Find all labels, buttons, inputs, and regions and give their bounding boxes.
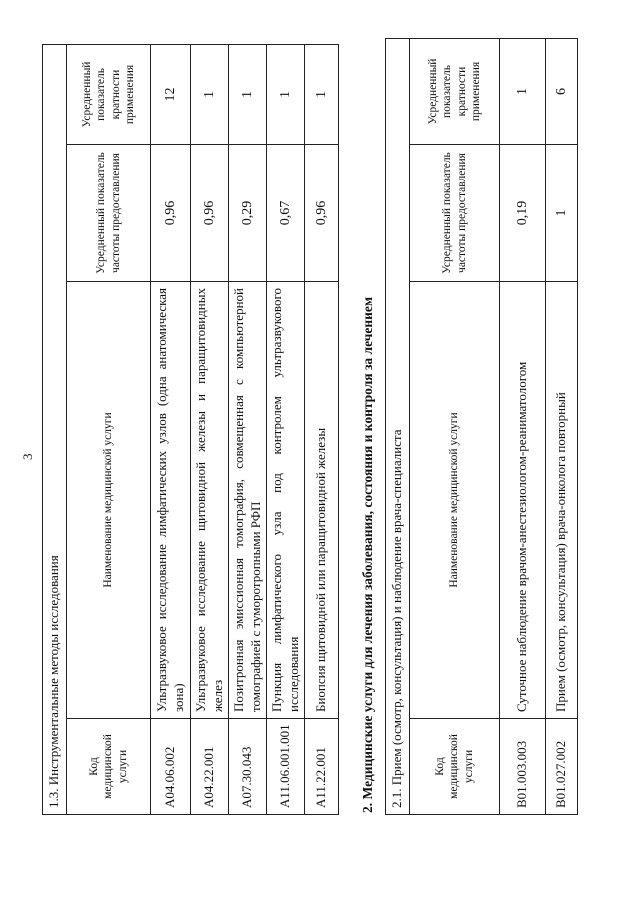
section-2-heading: 2. Медицинские услуги для лечения заболевания, состояния и контроля за лечением [360, 296, 375, 813]
service-name: Позитронная эмиссионная томография, совмещенная с компьютерной томографией с туморотропными РФП [229, 282, 267, 719]
table-row [151, 44, 191, 814]
table-section-title: 2.1. Прием (осмотр, консультация) и наблюдение врача-специалиста [386, 38, 410, 814]
service-name: Ультразвуковое исследование лимфатических узлов (одна анатомическая зона) [151, 282, 191, 719]
multiplicity-value: 6 [546, 38, 578, 144]
service-code: A07.30.043 [229, 719, 267, 815]
frequency-value: 1 [546, 145, 578, 282]
multiplicity-value: 1 [305, 44, 339, 144]
table-row [500, 38, 546, 814]
frequency-value: 0,67 [267, 145, 305, 282]
header-frequency: Усредненный показатель частоты предоставления [67, 145, 151, 282]
service-code: A04.22.001 [191, 719, 229, 815]
multiplicity-value: 1 [191, 44, 229, 144]
header-code: Код медицинской услуги [410, 719, 500, 815]
service-code: A11.22.001 [305, 719, 339, 815]
page-number: 3 [20, 453, 35, 460]
service-code: B01.003.003 [500, 719, 546, 815]
table-row [267, 44, 305, 814]
service-code: A04.06.002 [151, 719, 191, 815]
multiplicity-value: 12 [151, 44, 191, 144]
service-name: Биопсия щитовидной или паращитовидной железы [305, 282, 339, 719]
table-row [229, 44, 267, 814]
specialist-consultation-table [385, 38, 578, 815]
header-multiplicity: Усредненный показатель кратности применения [67, 44, 151, 144]
table-row [305, 44, 339, 814]
service-code: B01.027.002 [546, 719, 578, 815]
header-name: Наименование медицинской услуги [410, 282, 500, 719]
header-code: Код медицинской услуги [67, 719, 151, 815]
service-code: A11.06.001.001 [267, 719, 305, 815]
service-name: Суточное наблюдение врачом-анестезиологом-реаниматологом [500, 282, 546, 719]
table-section-title: 1.3. Инструментальные методы исследования [43, 44, 67, 814]
service-name: Прием (осмотр, консультация) врача-онколога повторный [546, 282, 578, 719]
header-multiplicity: Усредненный показатель кратности применения [410, 38, 500, 144]
frequency-value: 0,96 [191, 145, 229, 282]
frequency-value: 0,29 [229, 145, 267, 282]
frequency-value: 0,19 [500, 145, 546, 282]
table-row [191, 44, 229, 814]
service-name: Ультразвуковое исследование щитовидной железы и паращитовидных желез [191, 282, 229, 719]
table-row [546, 38, 578, 814]
frequency-value: 0,96 [151, 145, 191, 282]
multiplicity-value: 1 [267, 44, 305, 144]
service-name: Пункция лимфатического узла под контролем ультразвукового исследования [267, 282, 305, 719]
multiplicity-value: 1 [500, 38, 546, 144]
header-frequency: Усредненный показатель частоты предоставления [410, 145, 500, 282]
instrumental-methods-table [42, 44, 339, 815]
multiplicity-value: 1 [229, 44, 267, 144]
header-name: Наименование медицинской услуги [67, 282, 151, 719]
frequency-value: 0,96 [305, 145, 339, 282]
